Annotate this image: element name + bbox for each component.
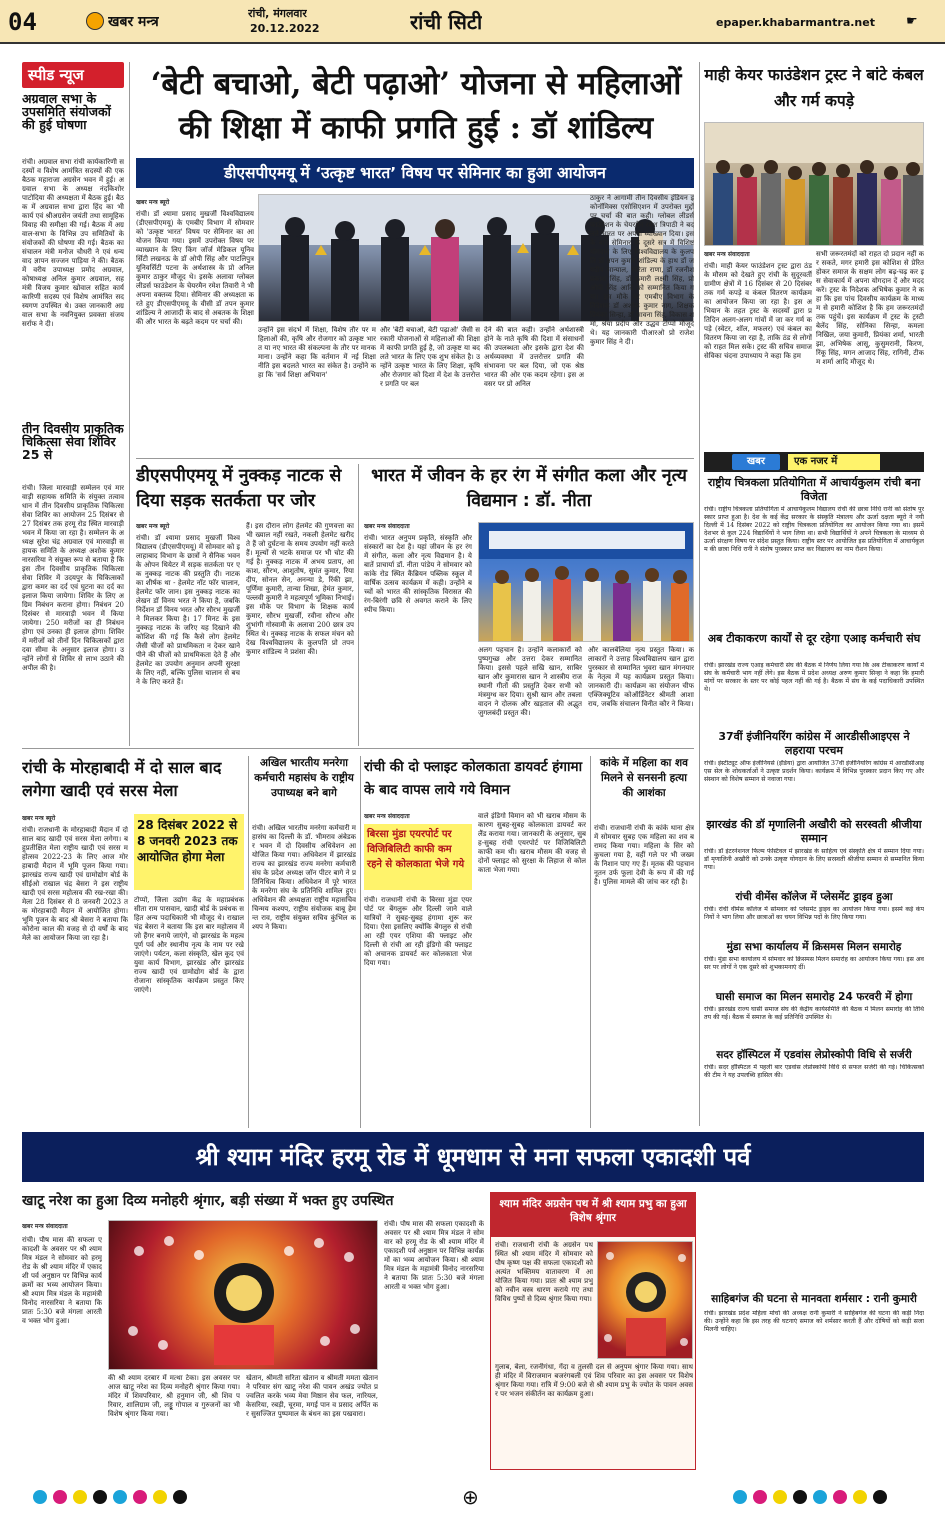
khadi-fair-byline: खबर मन्त्र ब्यूरो bbox=[22, 815, 56, 822]
agrasen-path-box bbox=[490, 1192, 696, 1470]
speed-news-label: स्पीड न्यूज bbox=[28, 66, 84, 84]
kanke-body-headline: कांके में महिला का शव मिलने से सनसनी हत्या की आशंका bbox=[600, 757, 688, 799]
flight-diverted-highlight-box: बिरसा मुंडा एयरपोर्ट पर विजिबिलिटी काफी कम रहने से कोलकाता भेजे गये bbox=[364, 824, 472, 890]
glance-article-6: रांची। मुंडा सभा कार्यालय में सोमवार को क्रिसमस मिलन समारोह का आयोजन किया गया। इस अवसर पर लोगों ने एक दूसरे को शुभकामनाएं दीं। bbox=[704, 956, 924, 971]
col-divider bbox=[699, 62, 700, 1126]
col-divider bbox=[129, 62, 130, 746]
col-divider bbox=[248, 756, 249, 1128]
khadi-fair-article-col1: रांची। राजधानी के मोरहाबादी मैदान में दो साल बाद खादी एवं सरस मेला लगेगा। बहुप्रतीक्षित मेला राष्ट्रीय खादी एवं सरस महोत्सव 2022-23 के लिए आज मोरहाबादी मैदान में भूमि पूजन किया गया। झारखंड राज्य खादी एवं ग्रामोद्योग बोर्ड के सीईओ राखाल चंद्र बेसरा ने इस राष्ट्रीय खादी एवं सरस महोत्सव की रख-रखा की। मेला 28 दिसंबर से 8 जनवरी 2023 तक मोरहाबादी मैदान में आयोजित होगा। भूमि पूजन के बाद श्री बेसरा ने बताया कि कोरोना काल की वजह से दो वर्षों के बाद मेले का आयोजन किया जा रहा है। bbox=[22, 826, 128, 942]
deity-flower-illustration bbox=[109, 1221, 378, 1370]
flight-diverted-headline: रांची की दो फ्लाइट कोलकाता डायवर्ट हंगामा के बाद वापस लाये गये विमान bbox=[364, 759, 583, 798]
bottom-article-col3b: खेतान, श्रीमती सरिता खेतान व श्रीमती ममता खेतान ने परिवार संग खाटू नरेश की पावन अखंड ज्योत प्रज्वलित करके भव्य मेवा मिष्ठान सेव फल, नारियल, केसरिया, रबड़ी, चूरमा, मगई पान व प्रसाद अर्पित कर सुसज्जित पुष्पमाल के बंधन का इस पखवारा। bbox=[246, 1374, 378, 1418]
main-subhead: डीएसपीएमयू में ‘उत्कृष्ट भारत’ विषय पर सेमिनार का हुआ आयोजन bbox=[136, 158, 694, 188]
masthead-bar bbox=[0, 0, 945, 44]
registration-dot bbox=[53, 1490, 67, 1504]
speed-news-tag bbox=[22, 62, 124, 88]
main-article-col3: और 'बेटी बचाओ, बेटी पढ़ाओ' जैसी सरकारी योजनाओं से महिलाओं की शिक्षा में काफी प्रगति हुई है, जो उत्कृष्ट या बदलते भारत के लिए एक शुभ संकेत है। उन्होंने उत्कृष्ट भारत के लिए शिक्षा, कृषि और रोजगार को दिशा में देश के उत्तरोत्तर प्रगति पर बल bbox=[380, 326, 480, 388]
glance-headline-8: सदर हॉस्पिटल में एडवांस लेप्रोस्कोपी विधि से सर्जरी bbox=[716, 1049, 912, 1061]
glance-title: एक नजर में bbox=[788, 454, 880, 470]
bottom-byline: खबर मन्त्र संवाददाता bbox=[22, 1223, 68, 1230]
glance-headline-7: घासी समाज का मिलन समारोह 24 फरवरी में होगा bbox=[715, 991, 913, 1003]
paper-name: खबर मन्त्र bbox=[108, 14, 159, 30]
glance-headline-6: मुंडा सभा कार्यालय में क्रिसमस मिलन समारोह bbox=[726, 941, 902, 953]
main-headline: ‘बेटी बचाओ, बेटी पढ़ाओ’ योजना से महिलाओं की शिक्षा में काफी प्रगति हुई : डॉ शांडिल्य bbox=[150, 66, 682, 146]
main-article-col2: उन्होंने इस संदर्भ में शिक्षा, विशेष तौर पर महिलाओं की, कृषि और रोजगार को उत्कृष्ट भारत या नए भारत की संकल्पना के तौर पर मानक माना। उन्होंने कहा कि वर्तमान में नई शिक्षा नीति इस बदलते भारत का संकेत है। उन्होंने कहा कि 'सर्व शिक्षा अभियान' bbox=[258, 326, 376, 379]
bottom-headline: श्री श्याम मंदिर हरमू रोड में धूमधाम से मना सफला एकादशी पर्व bbox=[22, 1132, 924, 1182]
kanke-body-article: रांची। राजधानी रांची के कांके थाना क्षेत्र में सोमवार सुबह एक महिला का शव बरामद किया गया। महिला के सिर को कुचला गया है, वहीं गले पर भी जख्म के निशान पाए गए हैं। मृतक की पहचान नूतन उर्फ फूला देवी के रूप में की गई है। पुलिस मामले की जांच कर रही है। bbox=[594, 824, 694, 886]
registration-dot bbox=[153, 1490, 167, 1504]
paper-logo-icon bbox=[86, 12, 104, 30]
music-dance-article-col1: रांची। भारत अनुपम प्रकृति, संस्कृति और संस्कारों का देश है। यहां जीवन के हर रंग में संगीत, कला और नृत्य विद्यमान है। ये बातें प्राचार्या डॉ. नीता पांडेय ने सोमवार को कांके रोड स्थित कैंब्रियन पब्लिक स्कूल में वार्षिक उत्सव कार्यक्रम में कही। उन्होंने बच्चों को भारत की सांस्कृतिक विरासत की रंग-बिरंगी छवि से अवगत कराने के लिए स्पीच किया। bbox=[364, 534, 472, 614]
blanket-byline: खबर मन्त्र संवाददाता bbox=[704, 251, 750, 258]
agrasen-box-headline: श्याम मंदिर अग्रसेन पथ में श्री श्याम प्रभु का हुआ विशेष श्रृंगार bbox=[491, 1193, 695, 1237]
flight-diverted-article-col1: रांची। राजधानी रांची के बिरसा मुंडा एयरपोर्ट पर बेंगलुरू और दिल्ली जाने वाले यात्रियों ने सुबह-सुबह हंगामा शुरू कर दिया। ऐसा इसलिए क्योंकि बेंगलुरु से रांची आ रही एयर एशिया की फ्लाइट और दिल्ली से रांची आ रही इंडिगो की फ्लाइट को अचानक डायवर्ट कर कोलकाता भेज दिया गया। bbox=[364, 896, 472, 967]
main-article-col4: देने की बात कही। उन्होंने अर्थशास्त्री होने के नाते कृषि की दिशा में संसाधनों की उपलब्धता और इसके द्वारा देश की अर्थव्यवस्था में उत्तरोत्तर प्रगति की संभावना पर बल दिया, जो एक श्रेष्ठ भारत की ओर एक कदम रहेगा। इस अवसर पर प्रो अनिल bbox=[484, 326, 584, 388]
left-headline-1: अग्रवाल सभा के उपसमिति संयोजकों की हुई घोषणा bbox=[22, 92, 111, 133]
main-article-col5: ठाकुर ने आगामी तीन दिवसीय इंडियन इकोनॉमिक्स एसोसिएशन में उपरोक्त मुद्दों पर चर्चा की बात कही। ग्लोबल लीडर्स फाउंडेशन के चेयरमैन रमेश त्रिपाठी ने बदलते भारत पर अपना व्याख्यान दिया। इसके बाद सेमिनार के दूसरे सत्र में विशिष्ट योगदान के लिए विश्वविद्यालय के कुलपति डॉ तपन कुमार शांडिल्य के हाथ डॉ जयदीप सान्याल, सरिता राणा, डॉ रजनीश प्रकाश सिंह, डॉ कुमारी लक्ष्मी सिंह, प्रो ओपी सिंह आदि को सम्मानित किया गया। इस मौके पर एमबीए विभाग के निदेशक डॉ अशोक कुमार नाग, शिक्षक प्रियंका सिन्हा, डॉ भावना सिंह, विकास शर्मा, श्रेया प्रदीप और उद्धव टोप्पो मौजूद थे। यह जानकारी पीआरओ प्रो राजेश कुमार सिंह ने दी। bbox=[590, 194, 694, 346]
glance-headline-2: अब टीकाकरण कार्यों से दूर रहेगा एआइ कर्मचारी संघ bbox=[707, 632, 921, 645]
mgnrega-headline: अखिल भारतीय मनरेगा कर्मचारी महासंघ के राष्ट्रीय उपाध्यक्ष बने बागे bbox=[254, 757, 354, 799]
register-emblem-icon: ⊕ bbox=[462, 1486, 479, 1508]
glance-article-8: रांची। सदर हॉस्पिटल में पहली बार एडवांस लेप्रोस्कोपी विधि से सफल सर्जरी की गई। चिकित्सकों की टीम ने यह उपलब्धि हासिल की। bbox=[704, 1064, 924, 1079]
bottom-article-col5: रांची। पौष मास की सफला एकादशी के अवसर पर श्री श्याम मित्र मंडल ने सोमवार को हरमू रोड के श्री श्याम मंदिर में एकादशी पर्व अनुष्ठान पर विभिन्न कार्यक्रमों का भव्य आयोजन किया। श्री श्याम मित्र मंडल के महामंत्री विनोद नारसरिया ने बताया कि प्रातः 5:30 बजे मंगला आरती व भक्त भोग हुआ। bbox=[384, 1220, 484, 1291]
khadi-fair-highlight-box: 28 दिसंबर 2022 से 8 जनवरी 2023 तक आयोजित होगा मेला bbox=[134, 814, 244, 890]
issue-date: 20.12.2022 bbox=[250, 22, 320, 35]
glance-article-4: रांची। डॉ इंटरनेशनल फिल्म फेस्टिवल में झारखंड के साहित्य एवं संस्कृति क्षेत्र में सम्मान दिया गया। डॉ मृणालिनी अखौरी को उनके उत्कृष्ट योगदान के लिए सरस्वती श्रीजीया सम्मान से सम्मानित किया गया। bbox=[704, 848, 924, 871]
bottom-article-col2: की श्री श्याम दरबार में मत्था टेका। इस अवसर पर आज खाटू नरेश का दिव्य मनोहरी श्रृंगार किया गया। मंदिर में शिवपरिवार, श्री हनुमान जी, श्री शिव परिवार, शालिग्राम जी, लड्डू गोपाल व गुरुजनों का भी विशेष श्रृंगार किया गया। bbox=[108, 1374, 240, 1418]
registration-dot bbox=[73, 1490, 87, 1504]
glance-headline-9: साहिबगंज की घटना से मानवता शर्मसार : रानी कुमारी bbox=[711, 1293, 917, 1305]
glance-headline-3: 37वीं इंजीनियरिंग कांग्रेस में आरडीसीआइएस ने लहराया परचम bbox=[718, 730, 910, 757]
left-article-2: रांची। जिला मारवाड़ी सम्मेलन एवं मारवाड़ी सहायक समिति के संयुक्त तत्वावधान में तीन दिवसीय प्राकृतिक चिकित्सा सेवा शिविर का आयोजन 25 दिसंबर से 27 दिसंबर तक हरमू रोड स्थित मारवाड़ी भवन में किया जा रहा है। सम्मेलन के अध्यक्ष सुरेश चंद्र अग्रवाल एवं मारवाड़ी सहायक समिति के अध्यक्ष अशोक कुमार नारसरिया ने संयुक्त रूप से बताया है कि इस तीन दिवसीय प्राकृतिक चिकित्सा सेवा शिविर में उदयपुर के चिकित्सकों द्वारा कमर का दर्द एवं घुटना का दर्द का इलाज किया जायेगा। शिविर के लिए अग्रिम निबंधन कराना होगा। निबंधन 20 दिसंबर से मारवाड़ी भवन में किया जायेगा। 250 मरीजों का ही निबंधन होगा एवं उनका ही इलाज होगा। शिविर में मरीजों को तीनों दिन चिकित्सकों द्वारा दवा सीमा के अनुसार इलाज होगा। उन्होंने लोगों से शिविर से लाभ उठाने की अपील की है। bbox=[22, 484, 124, 672]
registration-dot bbox=[873, 1490, 887, 1504]
music-dance-byline: खबर मन्त्र संवाददाता bbox=[364, 523, 410, 530]
performers-illustration bbox=[479, 523, 694, 642]
left-article-1: रांची। अग्रवाल सभा रांची कार्यकारिणी सदस्यों व विशेष आमंत्रित सदस्यों की एक बैठक महाराजा अग्रसेन भवन में हुई। अग्रवाल सभा के अध्यक्ष नंदकिशोर पाटोदिया की अध्यक्षता में बैठक हुई। बैठक में अग्रवाल सभा द्वारा हिंद का भी कार्य एवं श्रीअग्रसेन जयंती तथा सामूहिक विवाह की समीक्षा की गई। बैठक में अग्रवाल-सभा के विभिन्न उप समितियों के संयोजकों की घोषणा की गई। बैठक का संचालन मंत्री मनोज चौधरी ने एवं धन्यवाद ज्ञापन सज्जन पाड़िया ने की। बैठक में वरीय उपाध्यक्ष प्रमोद अग्रवाल, कोषाध्यक्ष अनिल कुमार अग्रवाल, सहमंत्री विजय कुमार खोवाल सहित कार्यकारिणी सदस्य एवं विशेष आमंत्रित सदस्यगण उपस्थित थे। उक्त जानकारी अग्रवाल सभा के नवनियुक्त प्रवक्ता संजय सर्राफ ने दी। bbox=[22, 158, 124, 328]
registration-dot bbox=[853, 1490, 867, 1504]
city-date: रांची, मंगलवार bbox=[248, 7, 307, 20]
blanket-article-col1: रांची। माही केयर फाउंडेशन ट्रस्ट द्वारा ठंड के मौसम को देखते हुए रांची के सुदूरवर्ती ग्रामीण क्षेत्रों में 16 दिसंबर से 20 दिसंबर तक गर्म कपड़े व कंबल वितरण कार्यक्रम का आयोजन किया जा रहा है। इस अभियान के तहत ट्रस्ट के सदस्यों द्वारा प्रतिदिन अलग-अलग गांवों में जा कर गर्म कपड़े (स्वेटर, शॉल, मफलर) एवं कंबल का वितरण किया जा रहा है, ताकि ठंड से लोगों को राहत मिल सके। ट्रस्ट की सचिव समाजसेविका चंदना उपाध्याय ने कहा कि हम bbox=[704, 262, 812, 360]
col-divider bbox=[358, 464, 359, 746]
registration-dot bbox=[793, 1490, 807, 1504]
glance-article-7: रांची। झारखंड राज्य घासी समाज संघ की केंद्रीय कार्यसमिति की बैठक में मिलन समारोह की तिथि तय की गई। बैठक में समाज के कई प्रतिनिधि उपस्थित थे। bbox=[704, 1006, 924, 1021]
col-divider bbox=[590, 756, 591, 1128]
main-byline: खबर मन्त्र ब्यूरो bbox=[136, 199, 170, 206]
street-play-article-col1: रांची। डॉ श्यामा प्रसाद मुखर्जी विश्वविद्यालय (डीएसपीएमयू) में सोमवार को इलाहाबाद विभाग के छात्रों ने सैनिक भवन के ओपन थियेटर में सड़क सतर्कता पर एक नुक्कड़ नाटक की प्रस्तुति दी। नाटक का शीर्षक था - हेलमेट नॉट फॉर चालान, हेलमेट फॉर जान। इस नुक्कड़ नाटक का लेखन डॉ विनय भरत ने किया है, जबकि निर्देशन डॉ विनय भरत और सौरभ मुखर्जी ने मिलकर किया है। 17 मिनट के इस नुक्कड़ नाटक के जरिए यह दिखाने की कोशिश की गई कि कैसे लोग हेलमेट जैसी चीजों को प्राथमिकता न देकर खाने पीने की चीजों को प्राथमिकता देते हैं और हेलमेट का उपयोग अनुमान अपनी सुरक्षा के लिए नहीं, बल्कि पुलिस चालान से बचने के लिए करते हैं। bbox=[136, 534, 240, 686]
glance-article-3: रांची। इंस्टीट्यूट ऑफ इंजीनियर्स (इंडिया) द्वारा आयोजित 37वीं इंजीनियरिंग कांग्रेस में आरडीसीआइएस सेल के शोधकर्ताओं ने उत्कृष्ट प्रदर्शन किया। कार्यक्रम में विभिन्न पुरस्कार प्रदान किए गए और संस्थान को विशेष सम्मान से नवाजा गया। bbox=[704, 760, 924, 783]
glance-article-5: रांची। रांची वीमेंस कॉलेज में सोमवार को प्लेसमेंट ड्राइव का आयोजन किया गया। इसमें कई कंपनियों ने भाग लिया और छात्राओं का चयन विभिन्न पदों के लिए किया गया। bbox=[704, 906, 924, 921]
music-dance-article-col3: और कालबेलिया नृत्य प्रस्तुत किया। कलाकारों ने उत्ताह विश्वविद्यालय खान द्वारा पुरस्कार से सम्मानित भुवरा खान मंगनयार के नेतृत्व में यह कार्यक्रम प्रस्तुत किया। जानकारी दी। कार्यक्रम का संयोजन चीफ एक्जिक्यूटिव कोऑर्डिनेटर श्रीमती आशा राय, जबकि संचालन विनीत कौर ने किया। bbox=[588, 646, 694, 708]
page-number: 04 bbox=[8, 8, 37, 36]
col-divider bbox=[360, 756, 361, 1128]
main-bottom-rule bbox=[136, 458, 694, 459]
glance-tag bbox=[732, 454, 780, 470]
shyam-deity-illustration bbox=[598, 1242, 693, 1359]
registration-dot bbox=[813, 1490, 827, 1504]
mid-bottom-rule bbox=[22, 748, 694, 749]
registration-dot bbox=[753, 1490, 767, 1504]
agrasen-box-article-col1: रांची। राजधानी रांची के अग्रसेन पथ स्थित श्री श्याम मंदिर में सोमवार को पौष कृष्ण पक्ष की सफला एकादशी को अत्यंत भक्तिमय वातावरण में आयोजित किया गया। प्रातः श्री श्याम प्रभु को नवीन वस्त्र धारण कराये गए तथा विविध पुष्पों से दिव्य श्रृंगार किया गया। bbox=[495, 1241, 593, 1303]
footer-strip bbox=[0, 1478, 945, 1517]
glance-article-9: रांची। झारखंड प्रदेश महिला मोर्चा की अध्यक्ष रानी कुमारी ने साहिबगंज की घटना की कड़ी निंदा की। उन्होंने कहा कि इस तरह की घटनाएं समाज को शर्मसार करती हैं और दोषियों को कड़ी सजा मिलनी चाहिए। bbox=[704, 1310, 924, 1333]
blanket-distribution-photo bbox=[704, 122, 924, 246]
main-article-col1: रांची। डॉ श्यामा प्रसाद मुखर्जी विश्वविद्यालय (डीएसपीएमयू) के एमबीए विभाग में सोमवार को 'उत्कृष्ट भारत' विषय पर सेमिनार का आयोजन किया गया। इसमें उपरोक्त विषय पर व्याख्यान के लिए किंग जॉर्ज मेडिकल यूनिवर्सिटी लखनऊ के डॉ ओपी सिंह और पाटलिपुत्र यूनिवर्सिटी पटना के अर्थशास्त्र के प्रो अनिल कुमार ठाकुर मौजूद थे। इसके अलावा ग्लोबल लीडर्स फाउंडेशन के चेयरमैन रमेश तिवारी ने भी अपना वक्तव्य दिया। सेमिनार की अध्यक्षता करते हुए डीएसपीएमयू के वीसी डॉ तपन कुमार शांडिल्य ने आजादी के बाद से अबतक के शिक्षा की और भारत के बढ़ते कदम पर चर्चा की। bbox=[136, 210, 254, 326]
shyam-prabhu-photo bbox=[597, 1241, 693, 1359]
flight-diverted-byline: खबर मन्त्र संवाददाता bbox=[364, 813, 410, 820]
registration-dot bbox=[133, 1490, 147, 1504]
street-play-article-col2: हैं। इस दौरान लोग हेलमेट की गुणवत्ता का भी ख्याल नहीं रखते, नकली हेलमेट खरीदते हैं जो दुर्घटना के समय उपयोग नहीं करते हैं। मूल्यों से भटके समाज पर भी चोट की गई है। नुक्कड़ नाटक में अभय प्रताप, आकाश, सौरभ, आशुतोष, सुमंत कुमार, रिया दीप, सोनल सेन, अनन्या डे, रिंकी झा, पूर्णिमा कुमारी, तान्या शिखा, हेमंत कुमार, पल्लवी कुमारी ने महत्वपूर्ण भूमिका निभाई। इस मौके पर विभाग के शिक्षक कार्य कुमार, सौरभ मुखर्जी, रवीना सौरभ और शुभांगी गोस्वामी के अलावा 200 छात्र उपस्थित थे। नुक्कड़ नाटक के सफल मंचन को देख विश्वविद्यालय के कुलपति प्रो तपन कुमार शांडिल्य ने प्रशंसा की। bbox=[246, 522, 354, 656]
left-headline-2: तीन दिवसीय प्राकृतिक चिकित्सा सेवा शिविर 25 से bbox=[22, 422, 124, 463]
epaper-url[interactable]: epaper.khabarmantra.net bbox=[716, 16, 875, 29]
registration-dot bbox=[833, 1490, 847, 1504]
blanket-headline: माही केयर फाउंडेशन ट्रस्ट ने बांटे कंबल और गर्म कपड़े bbox=[704, 66, 924, 110]
glance-article-1: रांची। राष्ट्रीय चित्रकला प्रतियोगिता में आचार्यकुलम विद्यालय रांची की छात्रा निधि रानी को संतोष पुरस्कार प्राप्त हुआ है। देश के कई केंद्र सरकार के संस्कृति मंत्रालय और ऊर्जा दक्षता ब्यूरो ने नयी दिल्ली में 14 दिसंबर 2022 को राष्ट्रीय चित्रकला प्रतियोगिता का आयोजन किया गया था। इसमें देशभर से कुल 224 विद्यार्थियों ने भाग लिया था। सभी विद्यार्थियों ने अपने चित्रकला के माध्यम से ऊर्जा संरक्षण विषय पर संदेश प्रस्तुत किया। राष्ट्रीय स्तर पर आयोजित इस प्रतियोगिता में आचार्यकुलम की छात्रा निधि रानी ने संतोष पुरस्कार प्राप्त कर विद्यालय का नाम रौशन किया। bbox=[704, 506, 924, 553]
registration-dot bbox=[173, 1490, 187, 1504]
music-dance-article-col2: अलग पहचान है। उन्होंने कलाकारों को पुष्पगुच्छ और उत्तरा देकर सम्मानित किया। इससे पहले सखि खान, साबिर खान और कुमारास खान ने शास्त्रीय राजस्थानी गीतों की प्रस्तुति देकर सभी को मंत्रमुग्ध कर दिया। सुश्री खान और तबला वादन ने दोलक और खड़ताल की अद्भुत जुगलबंदी प्रस्तुत की। bbox=[478, 646, 582, 717]
glance-tag-label: खबर bbox=[747, 456, 765, 467]
registration-dot bbox=[93, 1490, 107, 1504]
section-title: रांची सिटी bbox=[410, 10, 483, 34]
registration-dot bbox=[773, 1490, 787, 1504]
agrasen-box-article-col2: गुलाब, बेला, रजनीगंधा, गेंदा व तुलसी दल से अनुपम श्रृंगार किया गया। साथ ही मंदिर में विराजमान बजरंगबली एवं शिव परिवार का इस अवसर पर विशेष श्रृंगार किया गया। रात्रि में 9:00 बजे से श्री श्याम प्रभु के ज्योत के पावन अवसर पर भजन संकीर्तन का कार्यक्रम हुआ। bbox=[495, 1363, 693, 1398]
glance-article-2: रांची। झारखंड राज्य एआइ कर्मचारी संघ की बैठक में निर्णय लिया गया कि अब टीकाकरण कार्यों में संघ के कर्मचारी भाग नहीं लेंगे। इस बैठक में प्रदेश अध्यक्ष अरुण कुमार सिन्हा ने कहा कि हमारी मांगों पर सरकार के स्तर पर कोई पहल नहीं की गई है। बैठक में संघ के कई पदाधिकारी उपस्थित थे। bbox=[704, 662, 924, 693]
bottom-subhead: खाटू नरेश का हुआ दिव्य मनोहरी श्रृंगार, बड़ी संख्या में भक्त हुए उपस्थित bbox=[22, 1193, 394, 1209]
registration-dot bbox=[113, 1490, 127, 1504]
school-event-photo bbox=[478, 522, 694, 642]
bottom-article-col1: रांची। पौष मास की सफला एकादशी के अवसर पर श्री श्याम मित्र मंडल ने सोमवार को हरमू रोड के श्री श्याम मंदिर में एकादशी पर्व अनुष्ठान पर विभिन्न कार्यक्रमों का भव्य आयोजन किया। श्री श्याम मित्र मंडल के महामंत्री विनोद नारसरिया ने बताया कि प्रातः 5:30 बजे मंगला आरती व भक्त भोग हुआ। bbox=[22, 1236, 102, 1325]
music-dance-headline: भारत में जीवन के हर रंग में संगीत कला और नृत्य विद्यमान : डॉ. नीता bbox=[371, 466, 687, 511]
khadi-fair-headline: रांची के मोरहाबादी में दो साल बाद लगेगा खादी एवं सरस मेला bbox=[22, 758, 222, 800]
street-play-headline: डीएसपीएमयू में नुक्कड़ नाटक से दिया सड़क सतर्कता पर जोर bbox=[136, 466, 342, 511]
glance-headline-5: रांची वीमेंस कॉलेज में प्लेसमेंट ड्राइव हुआ bbox=[735, 891, 893, 903]
khadi-fair-article-col2: टोप्पो, जिला उद्योग केंद्र के महाप्रबंधक सीता राम पासवान, खादी बोर्ड के प्रबंधक सहित अन्य पदाधिकारी भी मौजूद थे। राखाल चंद्र बेसरा ने बताया कि इस बार महोत्सव में जो हैंगर बनाये जाएंगे, वो झारखंड के महत्वपूर्ण पर्व और स्थानीय नृत्य के नाम पर रखे जाएंगे। पर्यटन, कला संस्कृति, खेल कूद एवं युवा कार्य विभाग, झारखंड और झारखंड राज्य खादी एवं ग्रामोद्योग बोर्ड के द्वारा रोजाना सांस्कृतिक कार्यक्रम प्रस्तुत किए जाएंगे। bbox=[134, 896, 244, 994]
glance-headline-4: झारखंड की डॉ मृणालिनी अखौरी को सरस्वती श्रीजीया सम्मान bbox=[706, 818, 922, 845]
at-a-glance-bar bbox=[704, 452, 924, 472]
registration-dot bbox=[733, 1490, 747, 1504]
blanket-crowd-illustration bbox=[705, 123, 924, 246]
glance-headline-1: राष्ट्रीय चित्रकला प्रतियोगिता में आचार्यकुलम रांची बना विजेता bbox=[707, 476, 921, 503]
registration-dot bbox=[33, 1490, 47, 1504]
flight-diverted-article-col2: वाले इंडिगो विमान को भी खराब मौसम के कारण सुबह-सुबह कोलकाता डायवर्ट कर लैंड कराया गया। जानकारी के अनुसार, सुबह-सुबह रांची एयरपोर्ट पर विजिबिलिटी काफी कम थी। खराब मौसम की वजह से दोनों फ्लाइट को सुरक्षा के लिहाज से कोलकाता भेजा गया। bbox=[478, 812, 586, 874]
mgnrega-article: रांची। अखिल भारतीय मनरेगा कर्मचारी महासंघ का दिल्ली के डॉ. भीमराव अंबेडकर भवन में दो दिवसीय अधिवेशन आयोजित किया गया। अधिवेशन में झारखंड राज्य का झारखंड राज्य मनरेगा कर्मचारी संघ के प्रदेश अध्यक्ष जॉन पीटर बागे ने प्रतिनिधित्व किया। अधिवेशन में पूरे भारत के मनरेगा संघ के प्रतिनिधि शामिल हुए। अधिवेशन की अध्यक्षता राष्ट्रीय महासचिव चिन्मय कश्यप, राष्ट्रीय संयोजक बाबू हेमन्त राव, राष्ट्रीय संयुक्त सचिव कुंभिल कश्यप ने किया। bbox=[252, 824, 356, 931]
street-play-byline: खबर मन्त्र ब्यूरो bbox=[136, 523, 170, 530]
cursor-icon: ☛ bbox=[906, 14, 918, 29]
khatu-shringar-photo bbox=[108, 1220, 378, 1370]
blanket-article-col2: सभी जरूरतमंदों को राहत दो प्रदान नहीं कर सकते, मगर हमारी इस कोशिश से प्रेरित होकर समाज के सक्षम लोग बढ़-चढ़ कर इस सेवाकार्य में अपना योगदान दें और मदद करें। ट्रस्ट के निदेशक अभिषेक कुमार ने कहा कि इस पांच दिवसीय कार्यक्रम के माध्यम से हमारी कोशिश है कि हम जरूरतमंदों तक पहुंचें। इस कार्यक्रम में ट्रस्ट के ट्रस्टी बेलेंद सिंह, सोनिका सिन्हा, कमला निखिल, जया कुमारी, प्रियंका शर्मा, भारती झा, अभिषेक आसू, कुसुमरानी, किरण, रिंकू सिंह, मगन आजाद सिंह, रागिनी, टीकम शर्मा आदि मौजूद थे। bbox=[816, 250, 924, 366]
